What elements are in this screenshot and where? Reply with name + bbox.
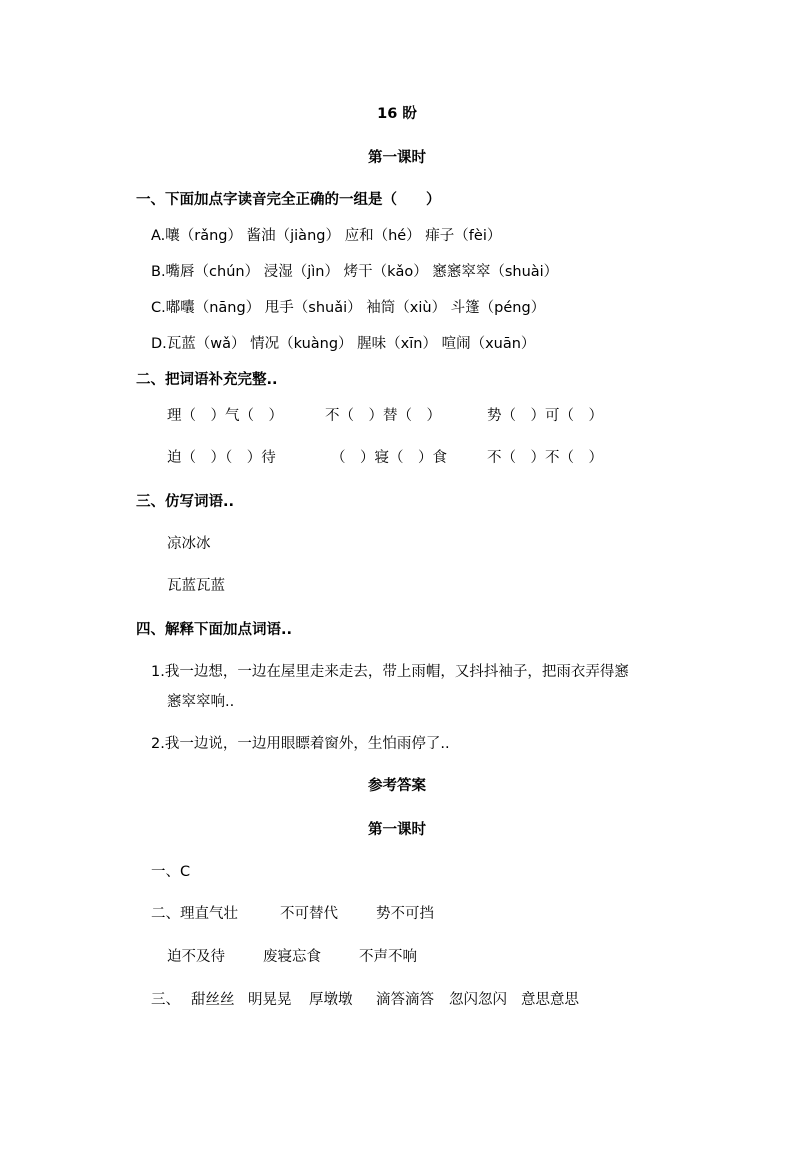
lesson-subtitle: 第一课时 [368, 150, 426, 166]
fill-blank-item: 势（ ）可（ ） [487, 408, 603, 424]
answer-word: 意思意思 [521, 992, 579, 1008]
question-3-heading: 三、仿写词语.. [136, 494, 235, 510]
fill-blank-item: 理（ ）气（ ） [167, 408, 283, 424]
answer-word: 迫不及待 [167, 949, 225, 965]
answer-word: 不声不响 [359, 949, 417, 965]
question-1-option-c: C.嘟囔（nāng） 甩手（shuǎi） 袖筒（xiù） 斗篷（péng） [151, 300, 546, 316]
answer-word: 滴答滴答 [376, 992, 434, 1008]
answer-word: 甜丝丝 [191, 992, 235, 1008]
question-2-row-1 [0, 406, 794, 426]
answer-word: 二、理直气壮 [151, 906, 238, 922]
question-1-option-a: A.嚷（rǎng） 酱油（jiàng） 应和（hé） 痱子（fèi） [151, 228, 502, 244]
question-4-item-1-line-2: 窸窣窣响.. [167, 694, 235, 710]
page-title: 16 盼 [377, 106, 417, 122]
answers-heading: 参考答案 [368, 778, 426, 794]
fill-blank-item: 不（ ）不（ ） [487, 450, 603, 466]
answer-2-row-2 [0, 947, 794, 967]
question-2-heading: 二、把词语补充完整.. [136, 372, 278, 388]
question-1-option-b: B.嘴唇（chún） 浸湿（jìn） 烤干（kǎo） 窸窸窣窣（shuài） [151, 264, 559, 280]
answer-3-label: 三、 [151, 992, 180, 1008]
answer-word: 势不可挡 [376, 906, 434, 922]
answer-2-row-1 [0, 904, 794, 924]
answer-word: 忽闪忽闪 [449, 992, 507, 1008]
question-4-item-1-line-1: 1.我一边想，一边在屋里走来走去，带上雨帽，又抖抖袖子，把雨衣弄得窸 [151, 664, 629, 680]
question-2-row-2 [0, 448, 794, 468]
answer-word: 明晃晃 [248, 992, 292, 1008]
answer-1: 一、C [151, 864, 191, 880]
answer-word: 废寝忘食 [263, 949, 321, 965]
fill-blank-item: 不（ ）替（ ） [325, 408, 441, 424]
answer-word: 厚墩墩 [309, 992, 353, 1008]
fill-blank-item: 迫（ ）（ ）待 [167, 450, 276, 466]
answers-subtitle: 第一课时 [368, 822, 426, 838]
answer-3-row [0, 990, 794, 1010]
question-4-heading: 四、解释下面加点词语.. [136, 622, 293, 638]
imitate-word-example: 瓦蓝瓦蓝 [167, 578, 225, 594]
question-1-option-d: D.瓦蓝（wǎ） 情况（kuàng） 腥味（xīn） 喧闹（xuān） [151, 336, 536, 352]
imitate-word-example: 凉冰冰 [167, 536, 211, 552]
question-4-item-2: 2.我一边说，一边用眼瞟着窗外，生怕雨停了.. [151, 736, 450, 752]
answer-word: 不可替代 [280, 906, 338, 922]
fill-blank-item: （ ）寝（ ）食 [331, 450, 447, 466]
question-1-heading: 一、下面加点字读音完全正确的一组是（ ） [136, 192, 441, 208]
